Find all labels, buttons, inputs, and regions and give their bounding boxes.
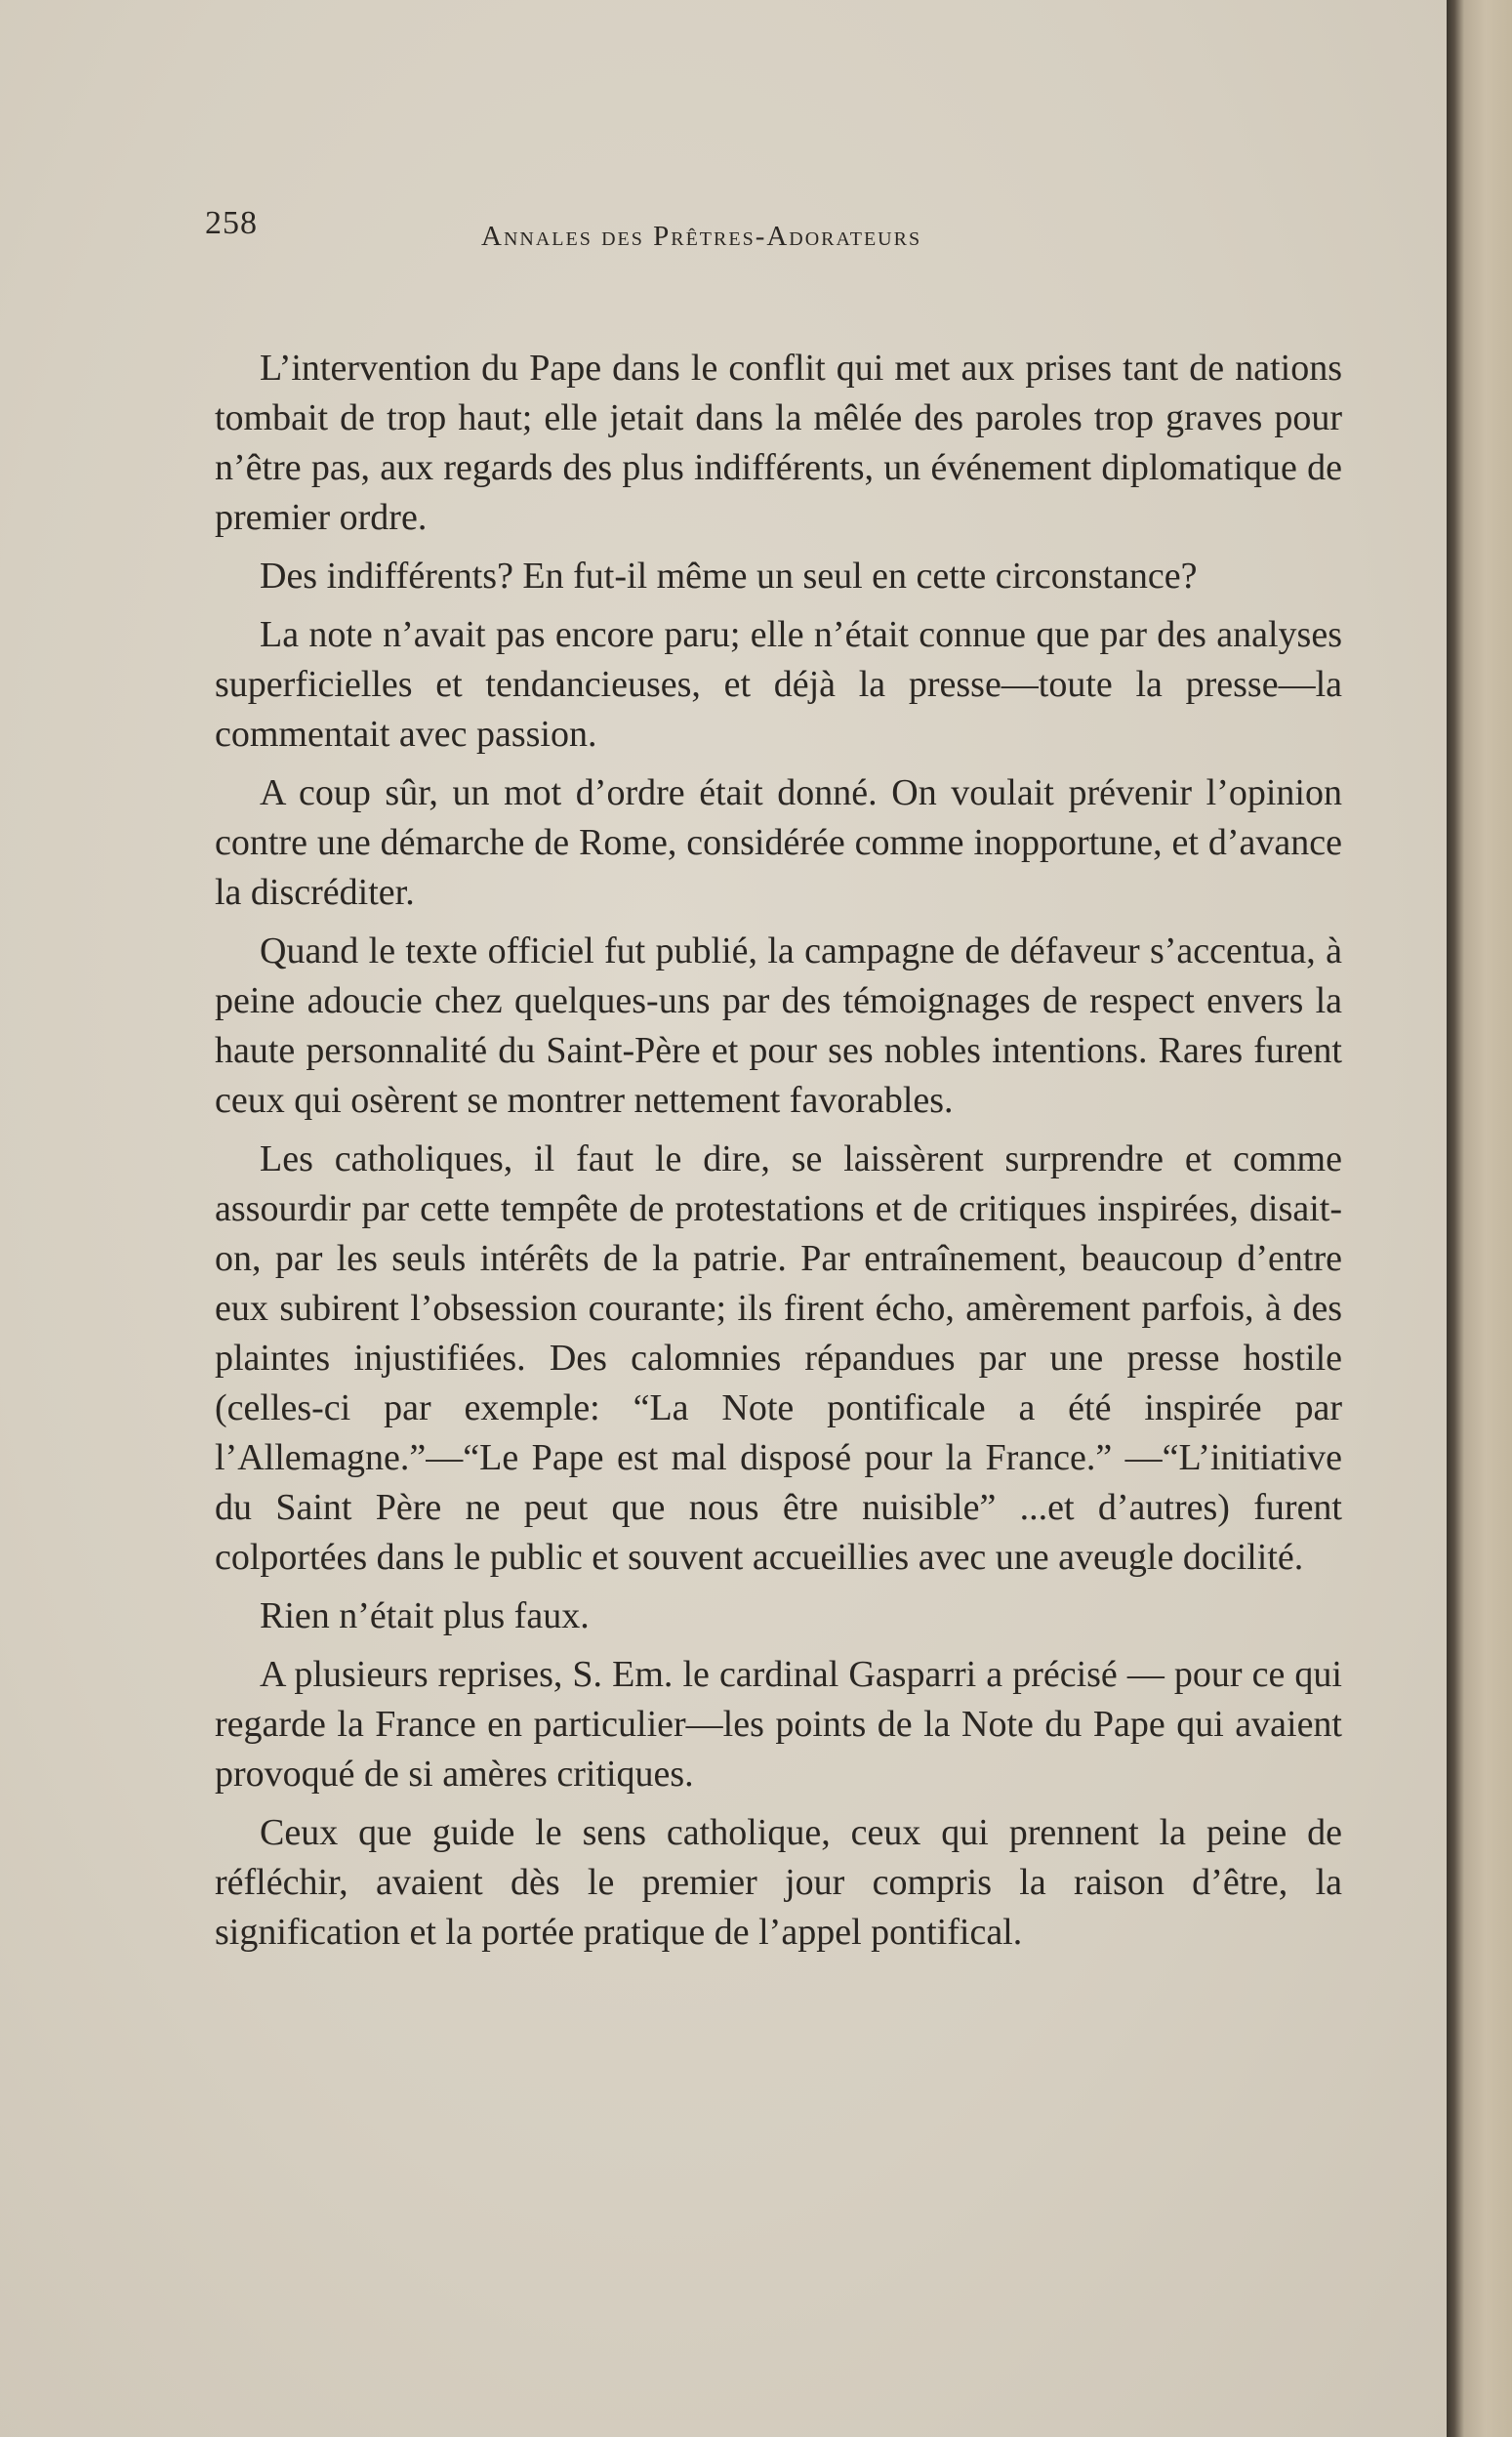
paragraph: Rien n’était plus faux. [260, 1595, 590, 1636]
paragraph: Ceux que guide le sens catholique, ceux qui prennent la peine de réfléchir, avaient dès le premier jour compris la raison d’être, la signification et la portée pratique de l’appel pontifical. [215, 1812, 1342, 1953]
paragraph: L’intervention du Pape dans le conflit qui met aux prises tant de nations tombait de trop haut; elle jetait dans la mêlée des paroles trop graves pour n’être pas, aux regards des plus indifférents, un événement diplomatique de premier ordre. [215, 348, 1342, 538]
page-number: 258 [205, 205, 258, 241]
running-title: Annales des Prêtres-Adorateurs [481, 221, 922, 252]
book-gutter-shadow [1447, 0, 1512, 2437]
paragraph: La note n’avait pas encore paru; elle n’était connue que par des analyses superficielles et tendancieuses, et déjà la presse—toute la presse—la commentait avec passion. [215, 614, 1342, 755]
paragraph: Les catholiques, il faut le dire, se laissèrent surprendre et comme assourdir par cette tempête de protestations et de critiques inspirées, disait-on, par les seuls intérêts de la patrie. Par entraînement, beaucoup d’entre eux subirent l’obsession courante; ils firent écho, amèrement parfois, à des plaintes injustifiées. Des calomnies répandues par une presse hostile (celles-ci par exemple: “La Note pontificale a été inspirée par l’Allemagne.”—“Le Pape est mal disposé pour la France.” —“L’initiative du Saint Père ne peut que nous être nuisible” ...et d’autres) furent colportées dans le public et souvent accueillies avec une aveugle docilité. [215, 1138, 1342, 1578]
paragraph: Des indifférents? En fut-il même un seul en cette circonstance? [260, 556, 1198, 597]
paragraph: A coup sûr, un mot d’ordre était donné. On voulait prévenir l’opinion contre une démarche de Rome, considérée comme inopportune, et d’avance la discréditer. [215, 772, 1342, 913]
page-header [205, 205, 1347, 264]
paragraph: Quand le texte officiel fut publié, la campagne de défaveur s’accentua, à peine adoucie chez quelques-uns par des témoignages de respect envers la haute personnalité du Saint-Père et pour ses nobles intentions. Rares furent ceux qui osèrent se montrer nettement favorables. [215, 930, 1342, 1121]
page-body [215, 344, 1342, 1966]
paragraph: A plusieurs reprises, S. Em. le cardinal Gasparri a précisé — pour ce qui regarde la France en particulier—les points de la Note du Pape qui avaient provoqué de si amères critiques. [215, 1654, 1342, 1795]
